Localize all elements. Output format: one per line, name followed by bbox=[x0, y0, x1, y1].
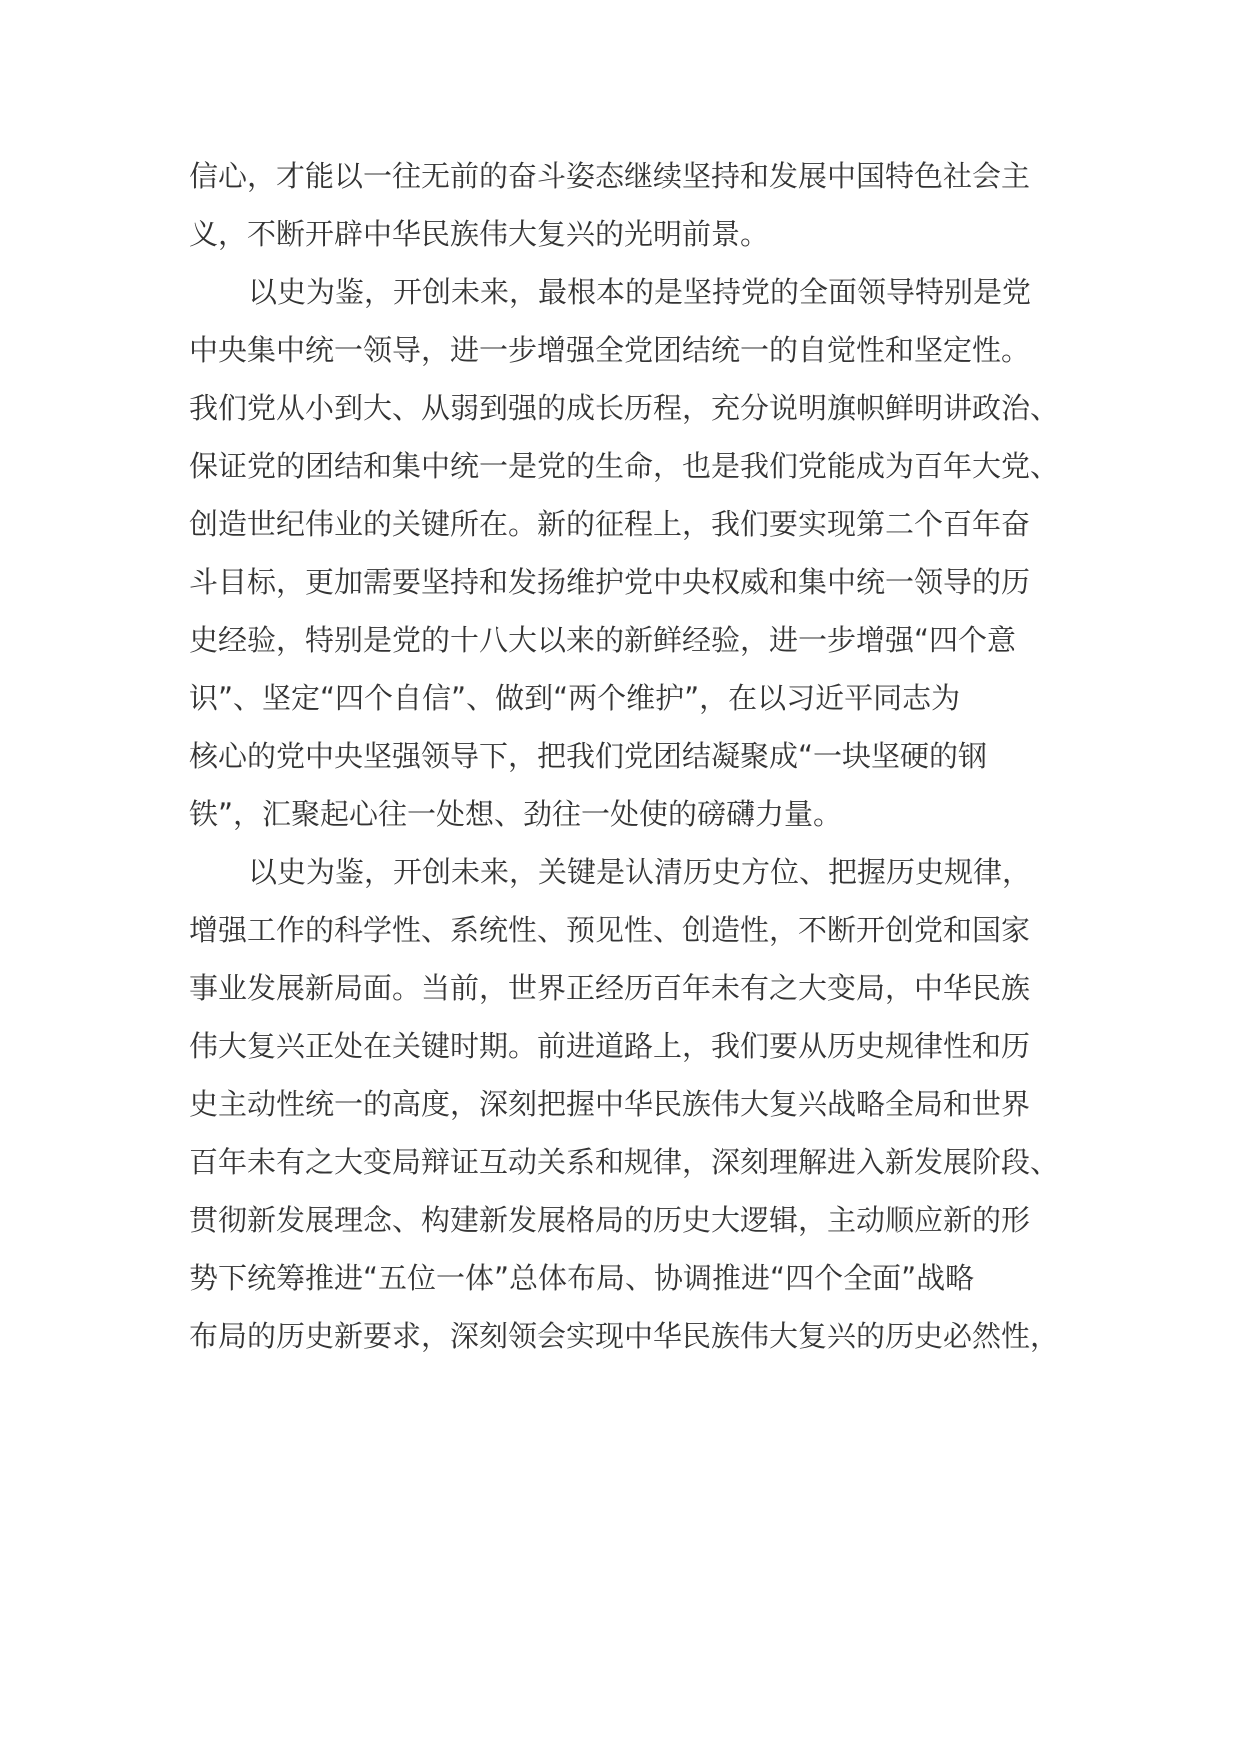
text-line: 核心的党中央坚强领导下，把我们党团结凝聚成“一块坚硬的钢 bbox=[189, 739, 988, 773]
text-line: 史主动性统一的高度，深刻把握中华民族伟大复兴战略全局和世界 bbox=[189, 1087, 1031, 1121]
text-line: 义，不断开辟中华民族伟大复兴的光明前景。 bbox=[189, 217, 770, 251]
text-line: 铁”，汇聚起心往一处想、劲往一处使的磅礴力量。 bbox=[189, 797, 843, 831]
text-line: 中央集中统一领导，进一步增强全党团结统一的自觉性和坚定性。 bbox=[189, 333, 1031, 367]
text-line: 贯彻新发展理念、构建新发展格局的历史大逻辑，主动顺应新的形 bbox=[189, 1203, 1031, 1237]
text-line: 事业发展新局面。当前，世界正经历百年未有之大变局，中华民族 bbox=[189, 971, 1031, 1005]
paragraph-start-line: 以史为鉴，开创未来，最根本的是坚持党的全面领导特别是党 bbox=[248, 275, 1032, 309]
text-line: 增强工作的科学性、系统性、预见性、创造性，不断开创党和国家 bbox=[189, 913, 1031, 947]
text-line: 识”、坚定“四个自信”、做到“两个维护”，在以习近平同志为 bbox=[189, 681, 961, 715]
text-line: 信心，才能以一往无前的奋斗姿态继续坚持和发展中国特色社会主 bbox=[189, 159, 1031, 193]
paragraph-start-line: 以史为鉴，开创未来，关键是认清历史方位、把握历史规律， bbox=[248, 855, 1032, 889]
text-line: 斗目标，更加需要坚持和发扬维护党中央权威和集中统一领导的历 bbox=[189, 565, 1031, 599]
text-line: 保证党的团结和集中统一是党的生命，也是我们党能成为百年大党、 bbox=[189, 449, 1060, 483]
text-line: 布局的历史新要求，深刻领会实现中华民族伟大复兴的历史必然性， bbox=[189, 1319, 1060, 1353]
text-line: 史经验，特别是党的十八大以来的新鲜经验，进一步增强“四个意 bbox=[189, 623, 1017, 657]
text-line: 伟大复兴正处在关键时期。前进道路上，我们要从历史规律性和历 bbox=[189, 1029, 1031, 1063]
text-line: 势下统筹推进“五位一体”总体布局、协调推进“四个全面”战略 bbox=[189, 1261, 975, 1295]
text-line: 百年未有之大变局辩证互动关系和规律，深刻理解进入新发展阶段、 bbox=[189, 1145, 1060, 1179]
text-line: 我们党从小到大、从弱到强的成长历程，充分说明旗帜鲜明讲政治、 bbox=[189, 391, 1060, 425]
text-line: 创造世纪伟业的关键所在。新的征程上，我们要实现第二个百年奋 bbox=[189, 507, 1031, 541]
